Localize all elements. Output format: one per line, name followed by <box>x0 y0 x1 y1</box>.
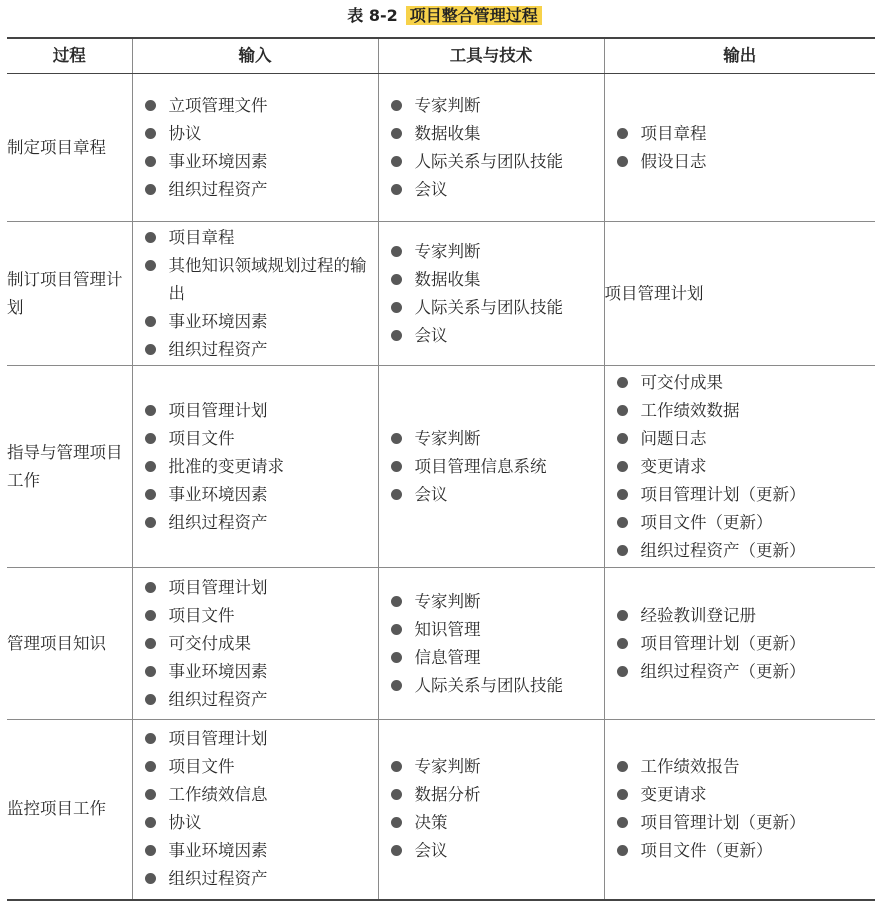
table-row <box>7 366 875 568</box>
list-item: 会议 <box>389 322 598 350</box>
list-item: 专家判断 <box>389 92 598 120</box>
inputs-cell <box>132 222 378 366</box>
list-item: 可交付成果 <box>615 369 870 397</box>
list-item: 组织过程资产 <box>143 336 372 364</box>
list-item: 人际关系与团队技能 <box>389 672 598 700</box>
table-row <box>7 568 875 720</box>
list-item: 数据分析 <box>389 781 598 809</box>
process-name: 制定项目章程 <box>7 74 132 222</box>
list-item: 信息管理 <box>389 644 598 672</box>
list-item: 变更请求 <box>615 453 870 481</box>
outputs-cell <box>604 720 875 900</box>
list-item: 组织过程资产（更新） <box>615 658 870 686</box>
list-item: 工作绩效数据 <box>615 397 870 425</box>
tools-cell <box>378 366 604 568</box>
header-tools: 工具与技术 <box>378 38 604 74</box>
list-item: 批准的变更请求 <box>143 453 372 481</box>
tools-cell <box>378 222 604 366</box>
inputs-cell <box>132 568 378 720</box>
outputs-cell <box>604 366 875 568</box>
list-item: 协议 <box>143 809 372 837</box>
table-number: 表 8-2 <box>347 6 398 25</box>
table-title: 项目整合管理过程 <box>406 6 542 25</box>
list-item: 组织过程资产 <box>143 865 372 893</box>
list-item: 项目文件 <box>143 425 372 453</box>
tools-cell <box>378 568 604 720</box>
tools-cell <box>378 720 604 900</box>
list-item: 事业环境因素 <box>143 148 372 176</box>
process-name: 指导与管理项目工作 <box>7 366 132 568</box>
list-item: 可交付成果 <box>143 630 372 658</box>
list-item: 项目章程 <box>143 224 372 252</box>
outputs-cell <box>604 74 875 222</box>
list-item: 事业环境因素 <box>143 308 372 336</box>
list-item: 知识管理 <box>389 616 598 644</box>
outputs-cell: 项目管理计划 <box>604 222 875 366</box>
header-process: 过程 <box>7 38 132 74</box>
list-item: 立项管理文件 <box>143 92 372 120</box>
inputs-cell <box>132 720 378 900</box>
list-item: 专家判断 <box>389 238 598 266</box>
list-item: 组织过程资产 <box>143 509 372 537</box>
list-item: 组织过程资产 <box>143 686 372 714</box>
list-item: 会议 <box>389 837 598 865</box>
list-item: 专家判断 <box>389 588 598 616</box>
header-inputs: 输入 <box>132 38 378 74</box>
process-name: 制订项目管理计划 <box>7 222 132 366</box>
list-item: 假设日志 <box>615 148 870 176</box>
list-item: 事业环境因素 <box>143 837 372 865</box>
tools-cell <box>378 74 604 222</box>
list-item: 项目文件 <box>143 602 372 630</box>
header-outputs: 输出 <box>604 38 875 74</box>
list-item: 组织过程资产 <box>143 176 372 204</box>
list-item: 人际关系与团队技能 <box>389 148 598 176</box>
list-item: 项目管理计划（更新） <box>615 630 870 658</box>
list-item: 组织过程资产（更新） <box>615 537 870 565</box>
table-row <box>7 222 875 366</box>
list-item: 项目文件（更新） <box>615 837 870 865</box>
list-item: 项目管理计划（更新） <box>615 481 870 509</box>
list-item: 经验教训登记册 <box>615 602 870 630</box>
list-item: 项目管理计划 <box>143 397 372 425</box>
list-item: 项目管理计划（更新） <box>615 809 870 837</box>
outputs-cell <box>604 568 875 720</box>
list-item: 数据收集 <box>389 266 598 294</box>
list-item: 人际关系与团队技能 <box>389 294 598 322</box>
list-item: 项目管理计划 <box>143 574 372 602</box>
header-row <box>7 38 875 74</box>
process-name: 管理项目知识 <box>7 568 132 720</box>
list-item: 项目文件（更新） <box>615 509 870 537</box>
inputs-cell <box>132 366 378 568</box>
list-item: 事业环境因素 <box>143 481 372 509</box>
list-item: 会议 <box>389 176 598 204</box>
list-item: 项目章程 <box>615 120 870 148</box>
table-caption <box>0 5 889 27</box>
list-item: 项目文件 <box>143 753 372 781</box>
list-item: 专家判断 <box>389 753 598 781</box>
list-item: 会议 <box>389 481 598 509</box>
list-item: 事业环境因素 <box>143 658 372 686</box>
integration-process-table <box>7 37 875 901</box>
list-item: 协议 <box>143 120 372 148</box>
process-name: 监控项目工作 <box>7 720 132 900</box>
table-row <box>7 74 875 222</box>
list-item: 项目管理计划 <box>143 725 372 753</box>
list-item: 数据收集 <box>389 120 598 148</box>
list-item: 专家判断 <box>389 425 598 453</box>
inputs-cell <box>132 74 378 222</box>
list-item: 工作绩效报告 <box>615 753 870 781</box>
list-item: 问题日志 <box>615 425 870 453</box>
list-item: 工作绩效信息 <box>143 781 372 809</box>
list-item: 决策 <box>389 809 598 837</box>
list-item: 项目管理信息系统 <box>389 453 598 481</box>
list-item: 变更请求 <box>615 781 870 809</box>
table-row <box>7 720 875 900</box>
list-item: 其他知识领域规划过程的输出 <box>143 252 372 308</box>
